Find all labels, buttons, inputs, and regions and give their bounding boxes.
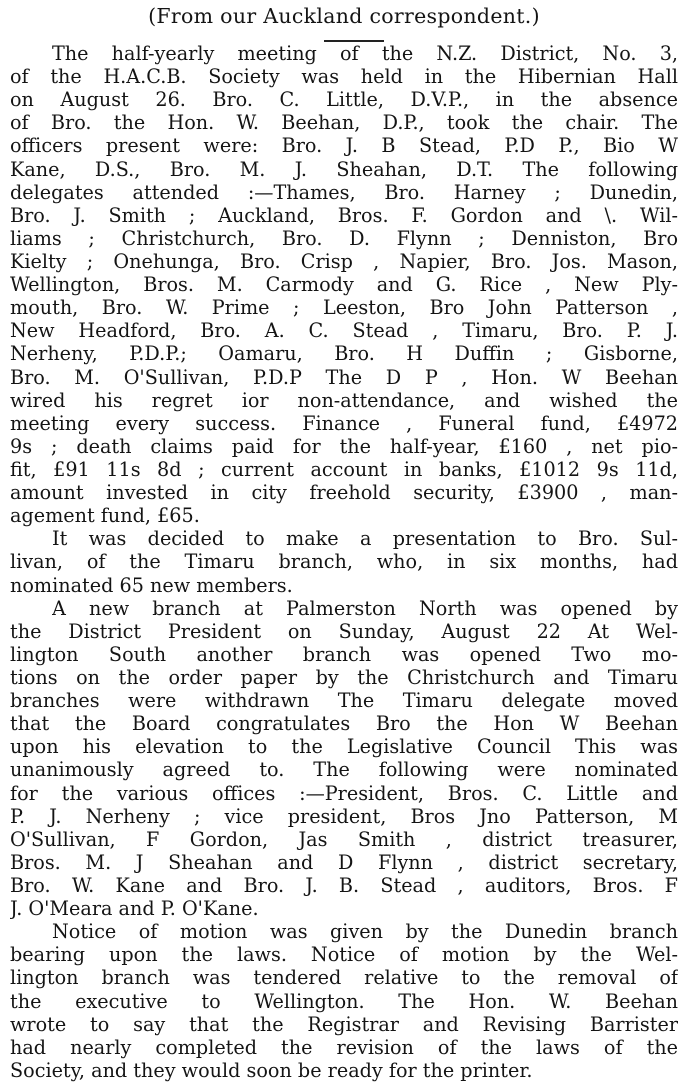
article-line: meeting every success. Finance , Funeral fund, £4972 xyxy=(10,411,678,435)
article-line: agement fund, £65. xyxy=(10,504,200,528)
article-line: Bros. M. J Sheahan and D Flynn , district secretary, xyxy=(10,850,678,874)
article-line: nominated 65 new members. xyxy=(10,573,293,597)
article-line: O'Sullivan, F Gordon, Jas Smith , district treasurer, xyxy=(10,827,678,851)
article-line: It was decided to make a presentation to Bro. Sul- xyxy=(52,527,678,551)
article-line: liams ; Christchurch, Bro. D. Flynn ; Denniston, Bro xyxy=(10,226,678,250)
article-line: fit, £91 11s 8d ; current account in banks, £1012 9s 11d, xyxy=(10,458,678,481)
article-line: New Headford, Bro. A. C. Stead , Timaru, Bro. P. J. xyxy=(10,319,678,343)
article-line: of the H.A.C.B. Society was held in the Hibernian Hall xyxy=(10,65,678,89)
article-line: the District President on Sunday, August 22 At Wel- xyxy=(10,619,678,643)
article-line: lington branch was tendered relative to the removal of xyxy=(10,966,678,990)
article-line: wired his regret ior non-attendance, and wished the xyxy=(10,388,678,412)
article-line: A new branch at Palmerston North was opened by xyxy=(52,596,678,620)
article-line: Kielty ; Onehunga, Bro. Crisp , Napier, Bro. Jos. Mason, xyxy=(10,250,678,273)
article-line: Notice of motion was given by the Dunedin branch xyxy=(52,920,678,944)
article-line: wrote to say that the Registrar and Revising Barrister xyxy=(10,1012,678,1036)
article-line: Nerheny, P.D.P.; Oamaru, Bro. H Duffin ; Gisborne, xyxy=(10,342,678,366)
article-line: Society, and they would soon be ready for the printer. xyxy=(10,1058,533,1082)
article-line: tions on the order paper by the Christchurch and Timaru xyxy=(10,666,678,689)
article-line: the executive to Wellington. The Hon. W. Beehan xyxy=(10,989,678,1013)
article-line: Bro. J. Smith ; Auckland, Bros. F. Gordon and \. Wil- xyxy=(10,203,678,227)
article-line: branches were withdrawn The Timaru delegate moved xyxy=(10,689,678,713)
article-dateline: (From our Auckland correspondent.) xyxy=(148,4,540,28)
article-line: Bro. M. O'Sullivan, P.D.P The D P , Hon. W Beehan xyxy=(10,365,678,389)
article-line: P. J. Nerheny ; vice president, Bros Jno Patterson, M xyxy=(10,804,678,828)
article-line: of Bro. the Hon. W. Beehan, D.P., took the chair. The xyxy=(10,111,678,135)
article-line: on August 26. Bro. C. Little, D.V.P., in the absence xyxy=(10,88,678,112)
article-line: amount invested in city freehold security, £3900 , man- xyxy=(10,481,678,505)
article-line: for the various offices :—President, Bros. C. Little and xyxy=(10,781,678,805)
article-line: unanimously agreed to. The following were nominated xyxy=(10,758,678,782)
article-line: officers present were: Bro. J. B Stead, P.D P., Bio W xyxy=(10,134,678,158)
article-line: bearing upon the laws. Notice of motion by the Wel- xyxy=(10,943,678,967)
article-line: J. O'Meara and P. O'Kane. xyxy=(10,897,259,921)
article-line: upon his elevation to the Legislative Council This was xyxy=(10,735,678,759)
article-line: The half-yearly meeting of the N.Z. District, No. 3, xyxy=(52,42,678,65)
article-line: lington South another branch was opened Two mo- xyxy=(10,642,678,666)
article-line: 9s ; death claims paid for the half-year, £160 , net pio- xyxy=(10,434,678,458)
article-line: livan, of the Timaru branch, who, in six months, had xyxy=(10,550,678,574)
article-line: Wellington, Bros. M. Carmody and G. Rice , New Ply- xyxy=(10,273,678,297)
article-line: had nearly completed the revision of the laws of the xyxy=(10,1035,678,1059)
article-line: Kane, D.S., Bro. M. J. Sheahan, D.T. The following xyxy=(10,157,678,181)
article-line: that the Board congratulates Bro the Hon W Beehan xyxy=(10,712,678,736)
article-line: mouth, Bro. W. Prime ; Leeston, Bro John Patterson , xyxy=(10,296,678,320)
article-line: Bro. W. Kane and Bro. J. B. Stead , auditors, Bros. F xyxy=(10,874,678,897)
article-line: delegates attended :—Thames, Bro. Harney ; Dunedin, xyxy=(10,180,678,204)
